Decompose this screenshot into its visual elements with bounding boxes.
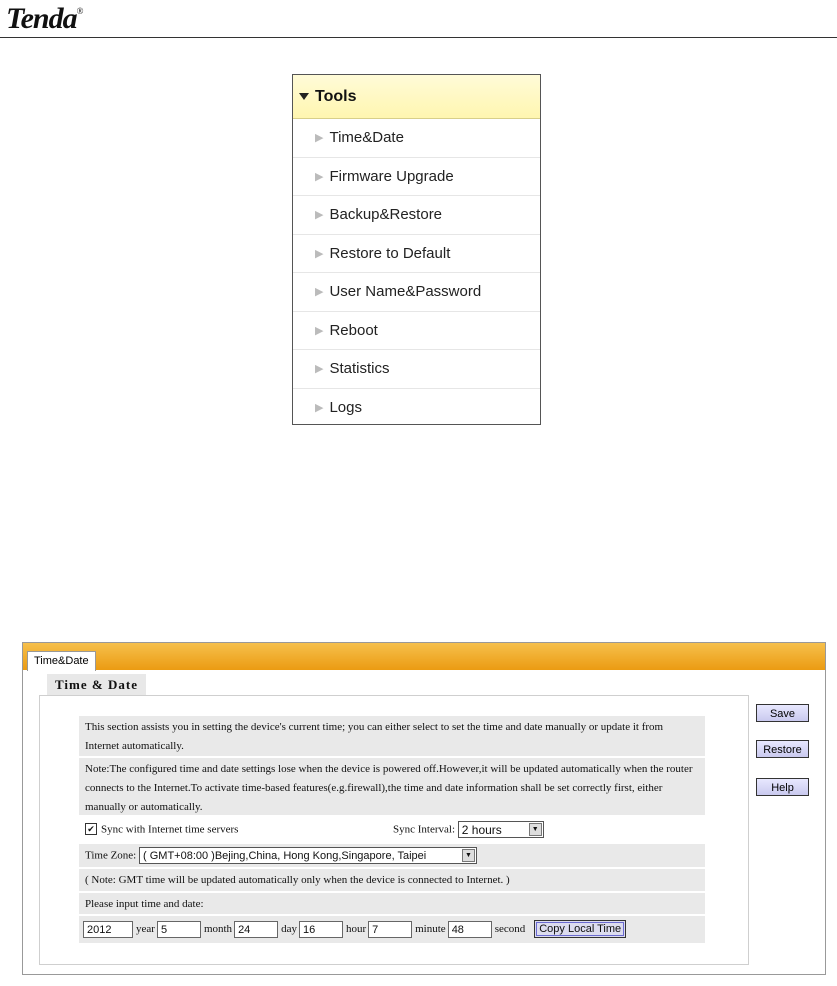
menu-item-label: Backup&Restore bbox=[329, 206, 443, 224]
minute-input[interactable]: 7 bbox=[368, 921, 412, 938]
time-zone-label: Time Zone: bbox=[85, 849, 137, 862]
chevron-right-icon: ▶ bbox=[315, 402, 324, 415]
menu-item-label: Firmware Upgrade bbox=[329, 167, 454, 185]
menu-item-reboot[interactable] bbox=[293, 312, 540, 351]
tools-menu-title: Tools bbox=[315, 87, 357, 105]
copy-local-time-button[interactable]: Copy Local Time bbox=[534, 920, 626, 938]
chevron-right-icon: ▶ bbox=[315, 363, 324, 376]
tenda-logo: Tenda® bbox=[6, 2, 83, 35]
header-divider bbox=[0, 37, 837, 38]
chevron-right-icon: ▶ bbox=[315, 286, 324, 299]
dropdown-arrow-icon: ▼ bbox=[529, 823, 542, 836]
intro-text: This section assists you in setting the device's current time; you can either select to set the time and date manually or update it from Internet automatically. bbox=[79, 716, 705, 756]
hour-input[interactable]: 16 bbox=[299, 921, 343, 938]
tab-bar bbox=[23, 643, 825, 670]
menu-item-label: Logs bbox=[329, 399, 362, 417]
time-zone-select[interactable] bbox=[139, 847, 477, 864]
tools-menu-header[interactable] bbox=[293, 75, 540, 119]
time-zone-value: ( GMT+08:00 )Bejing,China, Hong Kong,Singapore, Taipei bbox=[143, 850, 427, 862]
input-prompt: Please input time and date: bbox=[79, 893, 705, 914]
chevron-right-icon: ▶ bbox=[315, 132, 324, 145]
menu-item-statistics[interactable] bbox=[293, 350, 540, 389]
menu-item-label: Restore to Default bbox=[329, 244, 451, 262]
menu-item-label: User Name&Password bbox=[329, 283, 482, 301]
menu-item-firmware-upgrade[interactable] bbox=[293, 158, 540, 197]
sync-interval-select[interactable] bbox=[458, 821, 544, 838]
hour-label: hour bbox=[345, 923, 367, 935]
chevron-right-icon: ▶ bbox=[315, 247, 324, 260]
year-label: year bbox=[136, 923, 155, 935]
year-input[interactable]: 2012 bbox=[83, 921, 133, 938]
expand-triangle-icon bbox=[299, 93, 309, 100]
menu-item-logs[interactable] bbox=[293, 389, 540, 428]
menu-item-label: Time&Date bbox=[329, 129, 404, 147]
month-input[interactable]: 5 bbox=[157, 921, 201, 938]
sync-row bbox=[79, 818, 705, 842]
chevron-right-icon: ▶ bbox=[315, 209, 324, 222]
tools-menu bbox=[292, 74, 541, 425]
save-button[interactable]: Save bbox=[756, 704, 809, 722]
day-input[interactable]: 24 bbox=[234, 921, 278, 938]
minute-label: minute bbox=[415, 923, 446, 935]
tab-time-date[interactable]: Time&Date bbox=[27, 651, 96, 671]
second-label: second bbox=[494, 923, 526, 935]
sync-interval-value: 2 hours bbox=[461, 823, 502, 837]
note-text: Note:The configured time and date settings lose when the device is powered off.However,it will be updated automatically when the router connects to the Internet.To activate time-based features(e.g.firewall),the time and date information shall be set correctly first, either manually or automatically. bbox=[79, 758, 705, 815]
second-input[interactable]: 48 bbox=[448, 921, 492, 938]
chevron-right-icon: ▶ bbox=[315, 324, 324, 337]
gmt-note: ( Note: GMT time will be updated automatically only when the device is connected to Internet. ) bbox=[79, 869, 705, 891]
time-date-panel bbox=[22, 642, 826, 975]
day-label: day bbox=[281, 923, 297, 935]
section-title: Time & Date bbox=[47, 674, 146, 696]
time-input-row bbox=[79, 916, 705, 943]
timezone-row bbox=[79, 844, 705, 867]
sync-checkbox[interactable]: ✔ bbox=[85, 823, 97, 835]
menu-item-username-password[interactable] bbox=[293, 273, 540, 312]
sync-label: Sync with Internet time servers bbox=[101, 823, 239, 836]
help-button[interactable]: Help bbox=[756, 778, 809, 796]
month-label: month bbox=[203, 923, 233, 935]
sync-interval-label: Sync Interval: bbox=[393, 823, 456, 836]
menu-item-label: Statistics bbox=[329, 360, 390, 378]
chevron-right-icon: ▶ bbox=[315, 170, 324, 183]
restore-button[interactable]: Restore bbox=[756, 740, 809, 758]
dropdown-arrow-icon: ▼ bbox=[462, 849, 475, 862]
menu-item-time-date[interactable] bbox=[293, 119, 540, 158]
menu-item-restore-default[interactable] bbox=[293, 235, 540, 274]
menu-item-backup-restore[interactable] bbox=[293, 196, 540, 235]
menu-item-label: Reboot bbox=[329, 321, 378, 339]
